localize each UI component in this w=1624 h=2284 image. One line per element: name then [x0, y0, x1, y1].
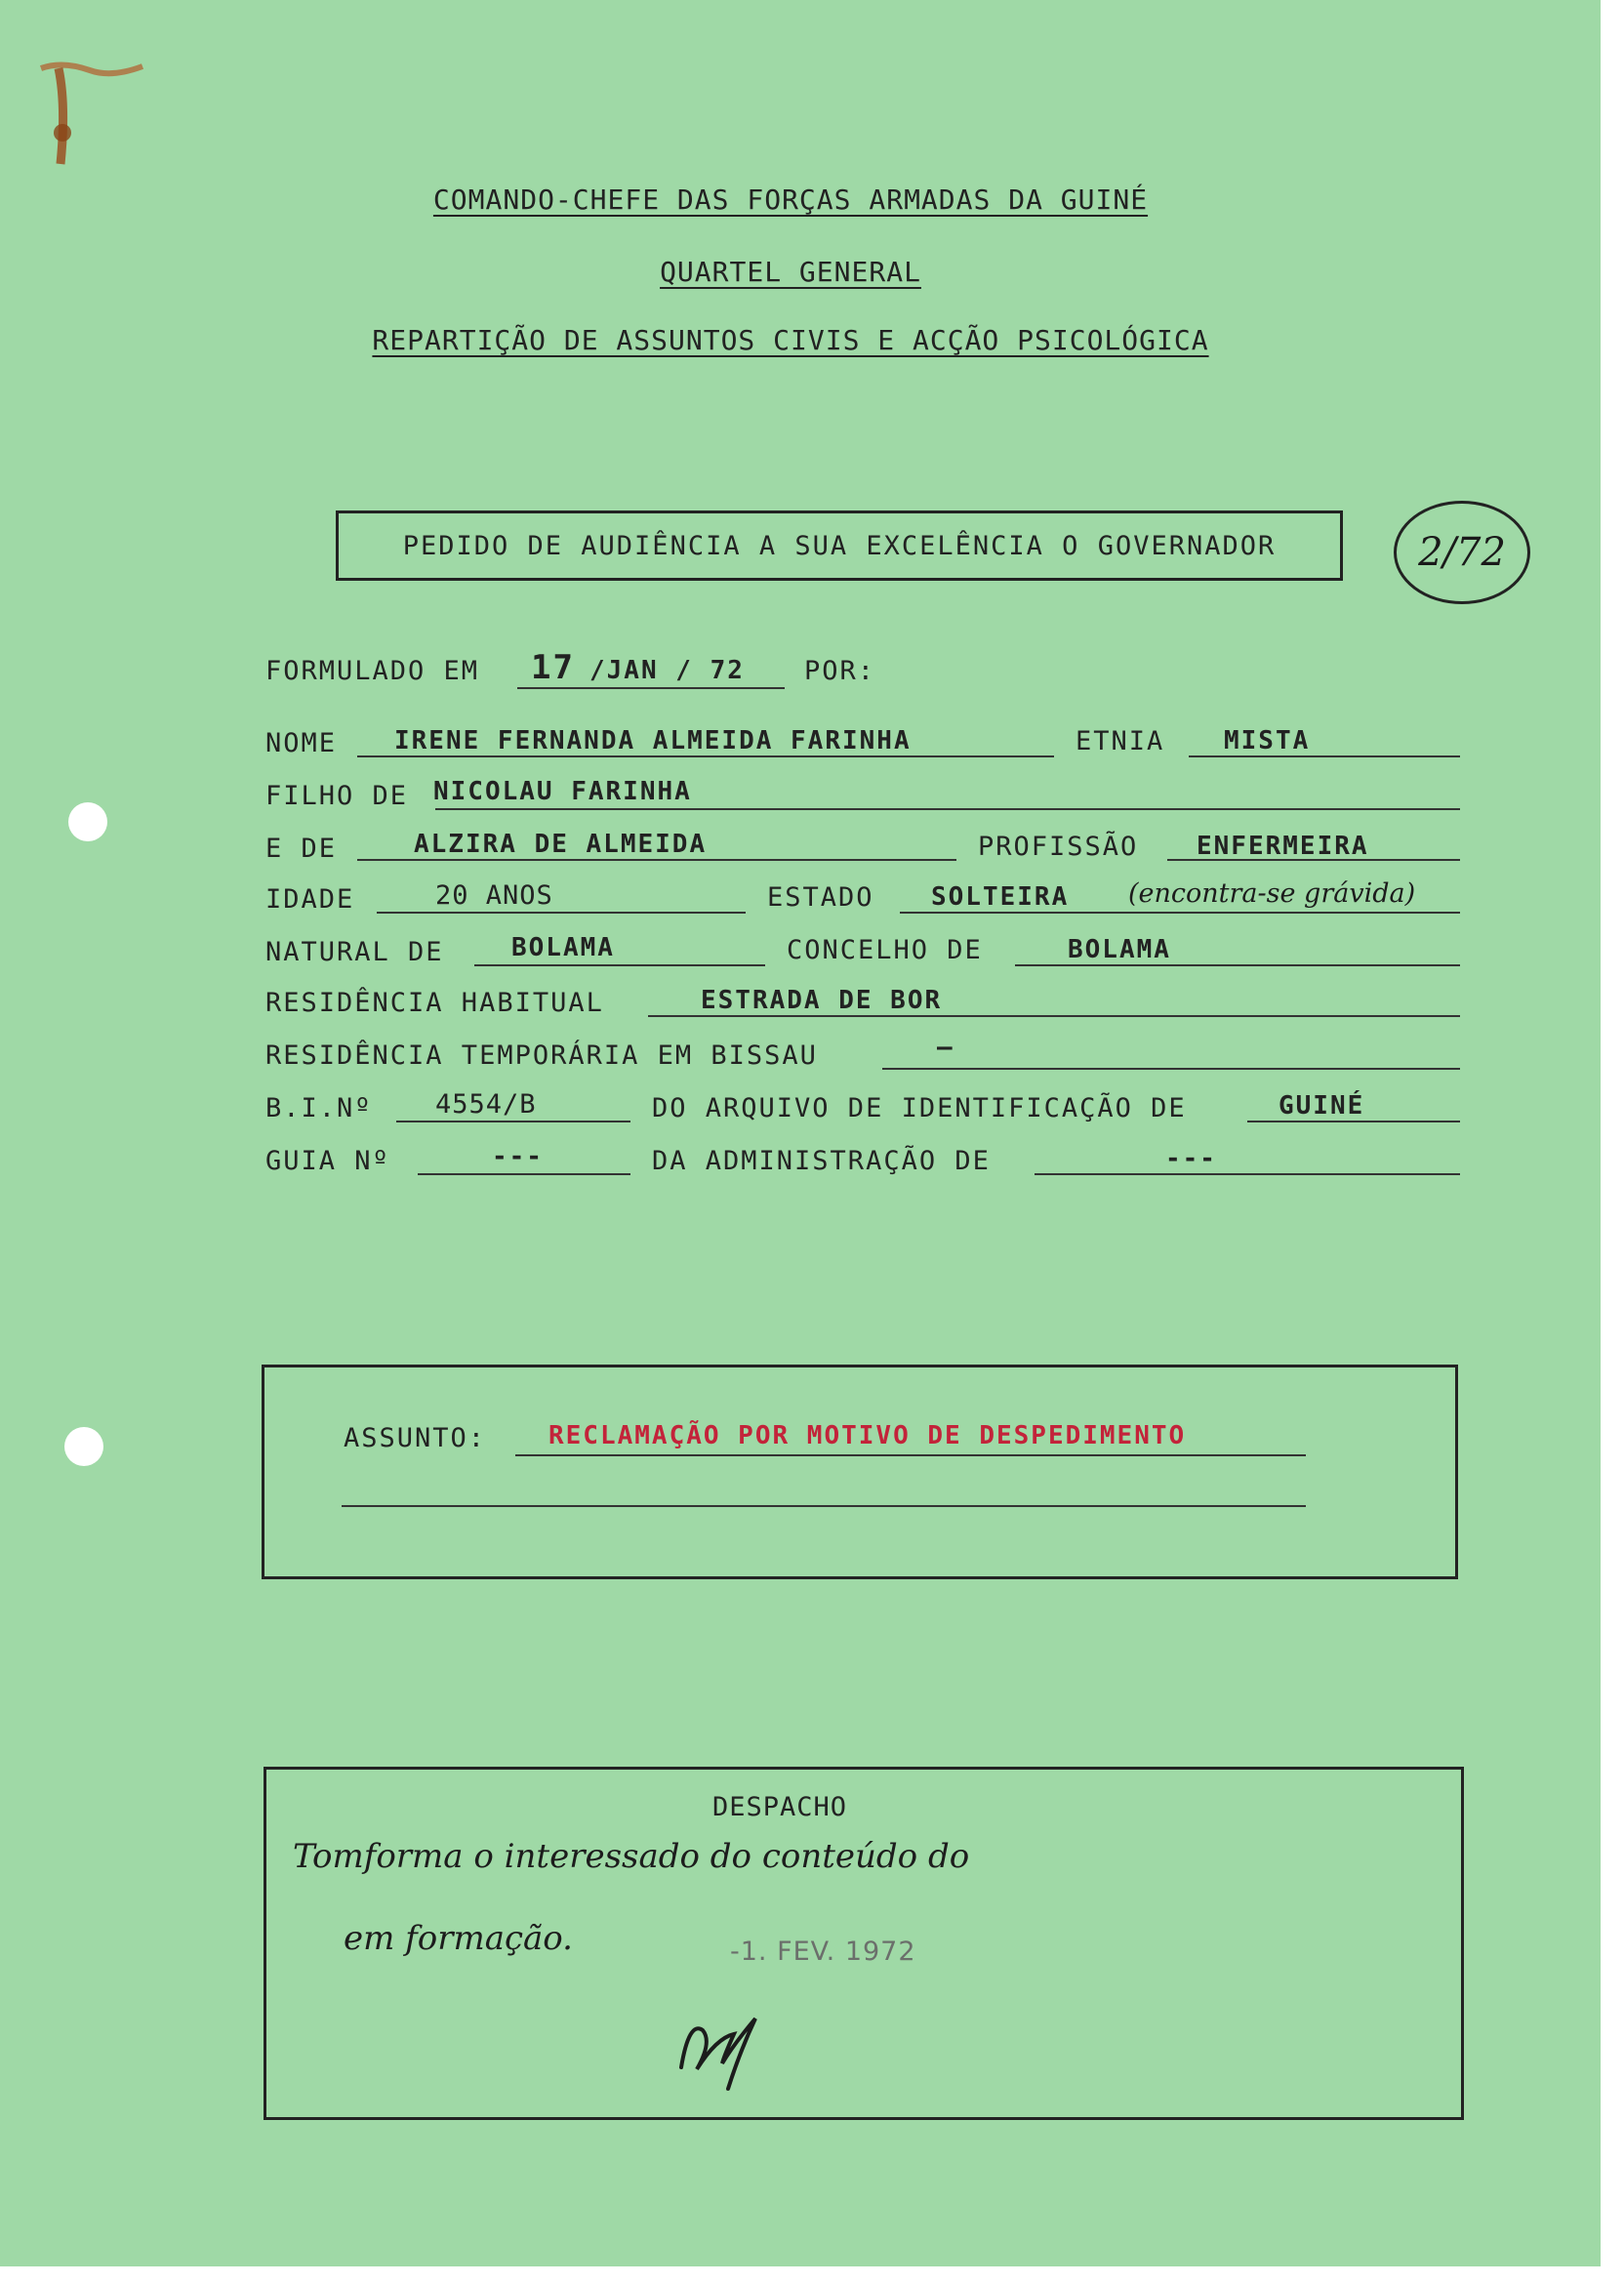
estado-value: SOLTEIRA	[931, 882, 1070, 912]
estado-handwritten-note: (encontra-se grávida)	[1128, 878, 1416, 909]
assunto-value: RECLAMAÇÃO POR MOTIVO DE DESPEDIMENTO	[548, 1421, 1187, 1450]
formulado-label: FORMULADO EM	[265, 656, 480, 686]
ede-value: ALZIRA DE ALMEIDA	[414, 830, 708, 859]
guia-value: ---	[492, 1142, 544, 1171]
natural-underline	[474, 964, 765, 966]
nome-value: IRENE FERNANDA ALMEIDA FARINHA	[394, 726, 912, 755]
formulado-month-year: /JAN / 72	[589, 656, 745, 685]
guia-label: GUIA Nº	[265, 1146, 390, 1176]
despacho-handwritten-line1: Tomforma o interessado do conteúdo do	[293, 1837, 970, 1876]
page-edge-bottom	[0, 2266, 1624, 2284]
por-label: POR:	[804, 656, 876, 686]
ede-label: E DE	[265, 834, 338, 864]
res-temporaria-label: RESIDÊNCIA TEMPORÁRIA EM BISSAU	[265, 1040, 818, 1071]
res-habitual-underline	[648, 1015, 1460, 1017]
bi-value: 4554/B	[435, 1089, 537, 1120]
header-reparticao: REPARTIÇÃO DE ASSUNTOS CIVIS E ACÇÃO PSICOLÓGICA	[372, 324, 1209, 356]
res-habitual-value: ESTRADA DE BOR	[701, 986, 943, 1015]
filho-label: FILHO DE	[265, 781, 409, 811]
reference-number: 2/72	[1418, 530, 1506, 575]
administracao-label: DA ADMINISTRAÇÃO DE	[652, 1146, 991, 1176]
assunto-label: ASSUNTO:	[344, 1423, 487, 1453]
nome-underline	[357, 755, 1054, 757]
punch-hole-upper	[68, 802, 107, 841]
nome-label: NOME	[265, 728, 338, 758]
despacho-label: DESPACHO	[712, 1792, 848, 1822]
filho-underline	[435, 808, 1460, 810]
profissao-underline	[1167, 859, 1460, 861]
administracao-value: ---	[1165, 1144, 1217, 1173]
request-title-box	[336, 510, 1343, 581]
etnia-underline	[1189, 755, 1460, 757]
res-temporaria-value: —	[937, 1033, 954, 1062]
profissao-value: ENFERMEIRA	[1197, 832, 1369, 861]
estado-label: ESTADO	[767, 882, 874, 913]
natural-value: BOLAMA	[511, 933, 615, 962]
profissao-label: PROFISSÃO	[978, 832, 1139, 862]
assunto-box	[262, 1365, 1458, 1579]
idade-value: 20 ANOS	[435, 880, 553, 911]
concelho-value: BOLAMA	[1068, 935, 1171, 964]
concelho-label: CONCELHO DE	[787, 935, 983, 965]
filho-value: NICOLAU FARINHA	[433, 777, 692, 806]
guia-underline	[418, 1173, 630, 1175]
arquivo-label: DO ARQUIVO DE IDENTIFICAÇÃO DE	[652, 1093, 1187, 1123]
res-temporaria-underline	[882, 1068, 1460, 1070]
formulado-day: 17	[531, 648, 575, 687]
request-title: PEDIDO DE AUDIÊNCIA A SUA EXCELÊNCIA O GOVERNADOR	[402, 530, 1277, 561]
estado-underline	[900, 912, 1460, 914]
arquivo-value: GUINÉ	[1279, 1091, 1365, 1121]
assunto-underline-2	[342, 1505, 1306, 1507]
natural-label: NATURAL DE	[265, 937, 444, 967]
page-edge-right	[1601, 0, 1624, 2284]
reference-number-circle	[1394, 501, 1530, 604]
despacho-handwritten-line2: em formação.	[344, 1919, 573, 1958]
signature-mark	[670, 1991, 777, 2099]
punch-hole-lower	[64, 1427, 103, 1466]
arquivo-underline	[1247, 1121, 1460, 1122]
res-habitual-label: RESIDÊNCIA HABITUAL	[265, 988, 604, 1018]
assunto-underline-1	[515, 1454, 1306, 1456]
etnia-label: ETNIA	[1076, 726, 1165, 756]
idade-underline	[377, 912, 746, 914]
formulado-underline	[517, 687, 785, 689]
bi-underline	[396, 1121, 630, 1122]
header-quartel: QUARTEL GENERAL	[660, 256, 921, 288]
header-command: COMANDO-CHEFE DAS FORÇAS ARMADAS DA GUINÉ	[432, 184, 1149, 216]
bi-label: B.I.Nº	[265, 1093, 373, 1123]
staple-rust-mark	[33, 57, 160, 174]
ede-underline	[357, 859, 956, 861]
administracao-underline	[1035, 1173, 1460, 1175]
etnia-value: MISTA	[1224, 726, 1311, 755]
idade-label: IDADE	[265, 884, 355, 915]
date-stamp: -1. FEV. 1972	[730, 1937, 916, 1967]
concelho-underline	[1015, 964, 1460, 966]
